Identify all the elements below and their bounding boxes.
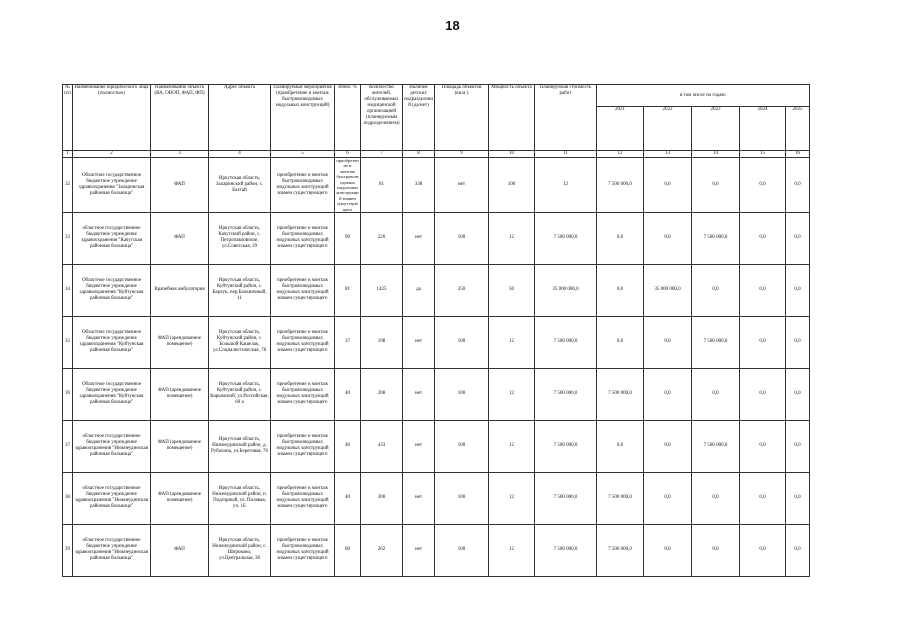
- table-cell-y2022: 0,0: [644, 368, 692, 420]
- header-row: [63, 85, 810, 107]
- header-cell: Износ %: [335, 85, 361, 151]
- table-cell-cost: 7 500 000,0: [535, 212, 597, 264]
- column-number: 1: [63, 151, 73, 158]
- table-cell-addr: Иркутская область, Куйтунский район, с. Карымский, ул.Российская, 60 а: [209, 368, 271, 420]
- table-cell-wear: 40: [335, 472, 361, 524]
- table-cell-power: 12: [489, 212, 535, 264]
- table-row: [63, 316, 810, 368]
- table-cell-obj: Врачебная амбулатория: [151, 264, 209, 316]
- column-number: 16: [786, 151, 810, 158]
- table-cell-area: 100: [435, 524, 489, 576]
- table-cell-obj: ФАП (арендованное помещение): [151, 368, 209, 420]
- column-number: 10: [489, 151, 535, 158]
- table-cell-org: Областное государственное бюджетное учреждение здравоохранения "Куйтунская районная больница": [73, 316, 151, 368]
- year-header: 2021: [597, 107, 644, 151]
- table-cell-addr: Иркутская область, Куйтунский район, с. Барлук, пер.Больничный, 11: [209, 264, 271, 316]
- table-cell-y2022: 0,0: [644, 420, 692, 472]
- table-cell-obj: ФАП (арендованное помещение): [151, 316, 209, 368]
- table-cell-area: 350: [435, 264, 489, 316]
- table-cell-power: 100: [489, 158, 535, 213]
- table-cell-n: 36: [63, 368, 73, 420]
- table-cell-y2021: 0,0: [597, 420, 644, 472]
- table-cell-n: 33: [63, 212, 73, 264]
- table-cell-measure: приобретение и монтаж быстровозводимых модульных конструкций взамен существующего: [271, 420, 335, 472]
- table-cell-area: 100: [435, 368, 489, 420]
- column-number-row: [63, 151, 810, 158]
- table-cell-y2025: 0,0: [786, 316, 810, 368]
- table-cell-y2023: 7 500 000,0: [692, 212, 740, 264]
- table-cell-wear: 81: [335, 264, 361, 316]
- table-cell-y2021: 0,0: [597, 316, 644, 368]
- column-number: 3: [151, 151, 209, 158]
- table-cell-y2021: 7 500 000,0: [597, 368, 644, 420]
- column-number: 13: [644, 151, 692, 158]
- table-cell-y2023: 0,0: [692, 158, 740, 213]
- header-cell: Планируемая стоимость работ: [535, 85, 597, 151]
- table-cell-obj: ФАП (арендованное помещение): [151, 472, 209, 524]
- table-cell-measure: приобретение и монтаж быстровозводимых модульных конструкций взамен существующего: [271, 472, 335, 524]
- header-cell: Мощность объекта: [489, 85, 535, 151]
- table-cell-pop: 1425: [361, 264, 403, 316]
- table-cell-y2024: 0,0: [740, 368, 786, 420]
- column-number: 7: [361, 151, 403, 158]
- table-row: [63, 368, 810, 420]
- table-cell-wear: 40: [335, 368, 361, 420]
- table-cell-kids: нет: [403, 316, 435, 368]
- table-cell-power: 12: [489, 472, 535, 524]
- column-number: 2: [73, 151, 151, 158]
- table-cell-y2024: 0,0: [740, 420, 786, 472]
- table-cell-y2023: 0,0: [692, 368, 740, 420]
- table-cell-org: Областное государственное бюджетное учреждение здравоохранения "Заларинская районная больница": [73, 158, 151, 213]
- table-cell-obj: ФАП: [151, 524, 209, 576]
- column-number: 9: [435, 151, 489, 158]
- table-cell-power: 50: [489, 264, 535, 316]
- table-cell-y2022: 0,0: [644, 472, 692, 524]
- column-number: 6: [335, 151, 361, 158]
- table-cell-power: 12: [489, 368, 535, 420]
- table-cell-cost: 12: [535, 158, 597, 213]
- table-cell-pop: 300: [361, 472, 403, 524]
- table-cell-addr: Иркутская область, Нижнеудинский район, д. Рубахина, ул.Береговая, 76: [209, 420, 271, 472]
- table-row: [63, 420, 810, 472]
- header-cell-by-years: в том числе по годам:: [597, 85, 810, 107]
- table-cell-org: областное государственное бюджетное учреждение здравоохранения "Качугская районная больница": [73, 212, 151, 264]
- table-cell-y2024: 0,0: [740, 158, 786, 213]
- table-cell-y2023: 7 500 000,0: [692, 420, 740, 472]
- table-cell-pop: 208: [361, 368, 403, 420]
- table-cell-obj: ФАП: [151, 158, 209, 213]
- table-cell-y2023: 7 500 000,0: [692, 316, 740, 368]
- header-cell: Площадь объектов (кв.м.): [435, 85, 489, 151]
- header-cell: Наличие детских подразделений (да/нет): [403, 85, 435, 151]
- year-header: 2025: [786, 107, 810, 151]
- column-number: 12: [597, 151, 644, 158]
- table-cell-cost: 7 500 000,0: [535, 472, 597, 524]
- table-cell-y2022: 0,0: [644, 158, 692, 213]
- table-cell-n: 34: [63, 264, 73, 316]
- column-number: 5: [271, 151, 335, 158]
- table-cell-kids: нет: [403, 212, 435, 264]
- table-cell-pop: 198: [361, 316, 403, 368]
- table-cell-y2025: 0,0: [786, 264, 810, 316]
- table-cell-n: 35: [63, 316, 73, 368]
- column-number: 14: [692, 151, 740, 158]
- column-number: 11: [535, 151, 597, 158]
- column-number: 8: [403, 151, 435, 158]
- table-cell-org: областное государственное бюджетное учреждение здравоохранения "Нижнеудинская районная больница": [73, 524, 151, 576]
- header-cell: Адрес объекта: [209, 85, 271, 151]
- table-row: [63, 524, 810, 576]
- table-cell-cost: 7 500 000,0: [535, 316, 597, 368]
- table-cell-y2021: 7 500 000,0: [597, 472, 644, 524]
- table-cell-area: 100: [435, 212, 489, 264]
- table-cell-y2021: 7 500 000,0: [597, 524, 644, 576]
- table-cell-measure: приобретение и монтаж быстровозводимых модульных конструкций взамен существующего: [271, 158, 335, 213]
- table-cell-cost: 7 500 000,0: [535, 368, 597, 420]
- table-cell-y2024: 0,0: [740, 524, 786, 576]
- table-cell-y2021: 7 500 000,0: [597, 158, 644, 213]
- header-cell: Наименование юридического лица (полностью): [73, 85, 151, 151]
- table-cell-wear: 90: [335, 212, 361, 264]
- table-cell-kids: нет: [403, 420, 435, 472]
- table-cell-wear: 80: [335, 524, 361, 576]
- table-cell-addr: Иркутская область, Куйтунский район, с. Большой Кашелак, ул.Социалистическая, 78: [209, 316, 271, 368]
- table-cell-pop: 262: [361, 524, 403, 576]
- table-row: [63, 158, 810, 213]
- table-cell-addr: Иркутская область, Заларинский район, с. Бахтай: [209, 158, 271, 213]
- table-cell-measure: приобретение и монтаж быстровозводимых модульных конструкций взамен существующего: [271, 264, 335, 316]
- table-cell-y2022: 0,0: [644, 524, 692, 576]
- table-cell-wear: приобретение и монтаж быстровозводимых модульных конструкций взамен существующего: [336, 158, 359, 212]
- table-cell-y2025: 0,0: [786, 524, 810, 576]
- header-cell: Планируемые мероприятия (приобретение и монтаж быстровозводимых модульных конструкций): [271, 85, 335, 151]
- table-cell-addr: Иркутская область, Качугский район, с. Петропавловское, ул.Советская, 29: [209, 212, 271, 264]
- table-cell-y2022: 0,0: [644, 212, 692, 264]
- table-row: [63, 212, 810, 264]
- table-cell-y2023: 0,0: [692, 264, 740, 316]
- table-cell-cost: 35 000 000,0: [535, 264, 597, 316]
- header-cell: Наименование объекта (ВА, ОВОП, ФАП, ФП): [151, 85, 209, 151]
- table-cell-pop: 226: [361, 212, 403, 264]
- table-cell-area: нет: [435, 158, 489, 213]
- table-cell-y2021: 0,0: [597, 264, 644, 316]
- table-cell-y2025: 0,0: [786, 368, 810, 420]
- table-cell-y2024: 0,0: [740, 316, 786, 368]
- table-cell-measure: приобретение и монтаж быстровозводимых модульных конструкций взамен существующего: [271, 212, 335, 264]
- table-cell-y2022: 0,0: [644, 316, 692, 368]
- table-cell-n: 39: [63, 524, 73, 576]
- table-cell-wear: 37: [335, 316, 361, 368]
- table-cell-obj: ФАП (арендованное помещение): [151, 420, 209, 472]
- table-cell-org: Областное государственное бюджетное учреждение здравоохранения "Куйтунская районная больница": [73, 264, 151, 316]
- table-cell-power: 12: [489, 316, 535, 368]
- table-cell-y2025: 0,0: [786, 212, 810, 264]
- table-cell-y2024: 0,0: [740, 472, 786, 524]
- table-cell-area: 100: [435, 420, 489, 472]
- table-cell-y2023: 0,0: [692, 472, 740, 524]
- table-cell-measure: приобретение и монтаж быстровозводимых модульных конструкций взамен существующего: [271, 316, 335, 368]
- table-cell-area: 100: [435, 316, 489, 368]
- table-cell-kids: 338: [403, 158, 435, 213]
- table-body: [63, 158, 810, 577]
- table-cell-measure: приобретение и монтаж быстровозводимых модульных конструкций взамен существующего: [271, 368, 335, 420]
- header-cell: № п/п: [63, 85, 73, 151]
- year-header: 2024: [740, 107, 786, 151]
- table-cell-n: 38: [63, 472, 73, 524]
- table-cell-kids: нет: [403, 472, 435, 524]
- table-cell-n: 37: [63, 420, 73, 472]
- page-number: 18: [445, 18, 460, 33]
- table-cell-y2023: 0,0: [692, 524, 740, 576]
- table-cell-addr: Иркутская область, Нижнеудинский район, с. Широково, ул.Центральная, 38: [209, 524, 271, 576]
- table-cell-org: областное государственное бюджетное учреждение здравоохранения "Нижнеудинская районная больница": [73, 420, 151, 472]
- table-cell-pop: 433: [361, 420, 403, 472]
- table-cell-kids: нет: [403, 524, 435, 576]
- table-cell-y2025: 0,0: [786, 158, 810, 213]
- table-cell-n: 32: [63, 158, 73, 213]
- table-cell-power: 12: [489, 524, 535, 576]
- table-cell-area: 100: [435, 472, 489, 524]
- table-cell-org: Областное государственное бюджетное учреждение здравоохранения "Куйтунская районная больница": [73, 368, 151, 420]
- table-cell-org: областное государственное бюджетное учреждение здравоохранения "Нижнеудинская районная больница": [73, 472, 151, 524]
- column-number: 15: [740, 151, 786, 158]
- table-cell-cost: 7 500 000,0: [535, 420, 597, 472]
- table-cell-y2021: 0,0: [597, 212, 644, 264]
- year-header: 2023: [692, 107, 740, 151]
- table-cell-kids: да: [403, 264, 435, 316]
- year-header: 2022: [644, 107, 692, 151]
- table-cell-y2022: 35 000 000,0: [644, 264, 692, 316]
- table-cell-power: 12: [489, 420, 535, 472]
- table-cell-addr: Иркутская область, Нижнеудинский район, п. Подгорный, ул. Полевая, уч. 1Б: [209, 472, 271, 524]
- table-cell-wear: 40: [335, 420, 361, 472]
- table-cell-y2025: 0,0: [786, 472, 810, 524]
- header-cell: Количество жителей, обслуживаемых медицинской организацией (планируемым подразделением): [361, 85, 403, 151]
- facilities-table: [62, 84, 810, 577]
- table-cell-kids: нет: [403, 368, 435, 420]
- table-cell-y2024: 0,0: [740, 264, 786, 316]
- table-row: [63, 472, 810, 524]
- column-number: 4: [209, 151, 271, 158]
- table-row: [63, 264, 810, 316]
- table-cell-pop: 81: [361, 158, 403, 213]
- table-cell-y2024: 0,0: [740, 212, 786, 264]
- table-cell-obj: ФАП: [151, 212, 209, 264]
- table-cell-measure: приобретение и монтаж быстровозводимых модульных конструкций взамен существующего: [271, 524, 335, 576]
- table-cell-cost: 7 500 000,0: [535, 524, 597, 576]
- table-cell-y2025: 0,0: [786, 420, 810, 472]
